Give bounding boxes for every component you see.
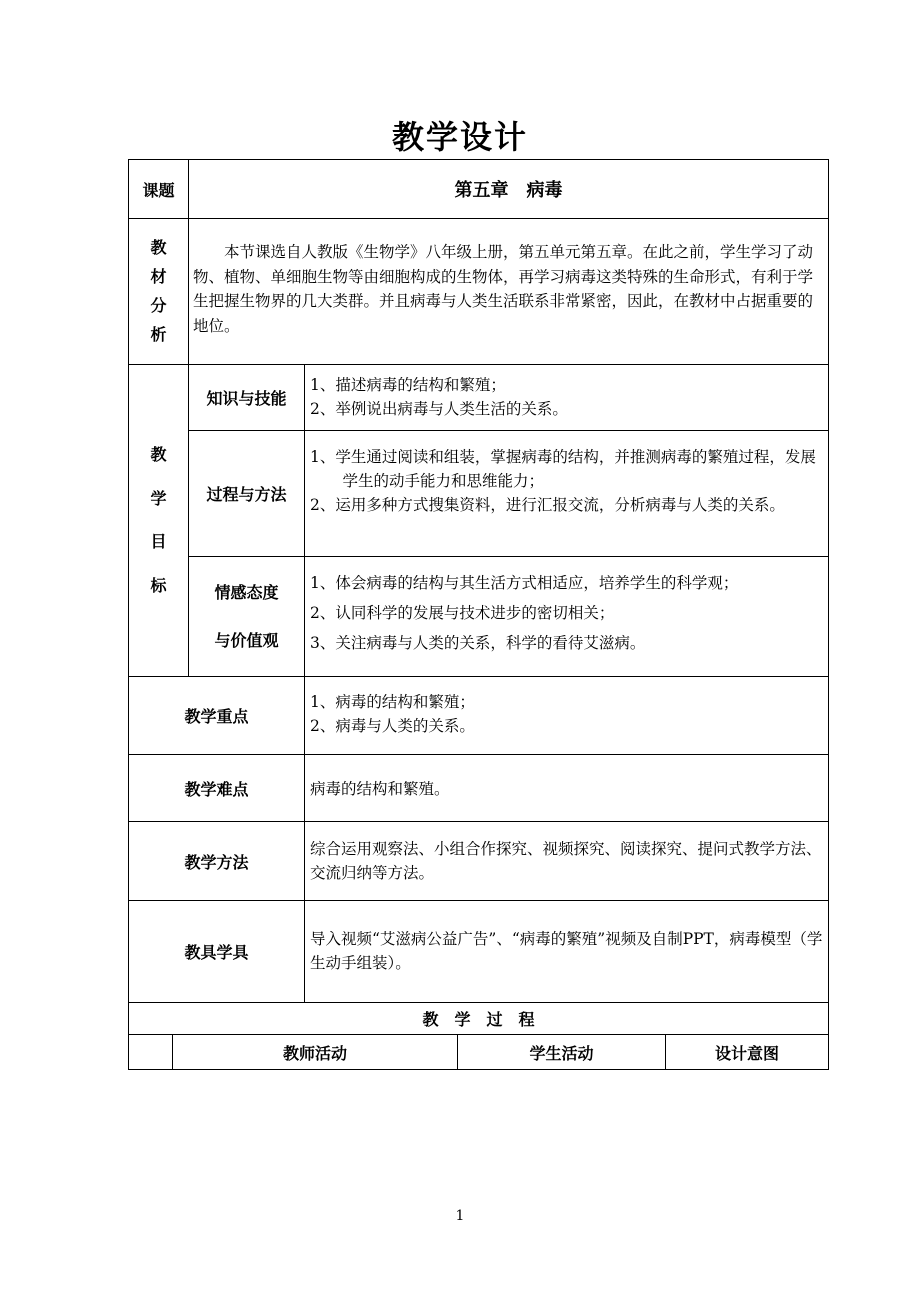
process-items: 1、学生通过阅读和组装，掌握病毒的结构，并推测病毒的繁殖过程，发展学生的动手能力和思维能力； 2、运用多种方式搜集资料，进行汇报交流，分析病毒与人类的关系。 [310, 448, 816, 514]
methods-label: 教学方法 [184, 852, 249, 872]
lesson-plan-table [128, 159, 829, 1070]
key-points-items: 1、病毒的结构和繁殖； 2、病毒与人类的关系。 [310, 693, 475, 735]
topic-label: 课题 [142, 180, 175, 200]
material-analysis-label: 教 材 分 析 [150, 238, 167, 344]
key-points-label: 教学重点 [184, 707, 249, 726]
tools-label: 教具学具 [184, 943, 249, 962]
knowledge-label: 知识与技能 [206, 389, 287, 408]
process-label: 过程与方法 [206, 485, 287, 504]
difficulties-label: 教学难点 [184, 779, 249, 799]
knowledge-items: 1、描述病毒的结构和繁殖； 2、举例说出病毒与人类生活的关系。 [310, 376, 568, 418]
design-intent-header: 设计意图 [714, 1043, 779, 1063]
student-activity-header: 学生活动 [529, 1043, 594, 1063]
topic-value: 第五章 病毒 [454, 180, 563, 201]
page-number: 1 [455, 1208, 465, 1224]
difficulties-text: 病毒的结构和繁殖。 [310, 780, 450, 798]
methods-text: 综合运用观察法、小组合作探究、视频探究、阅读探究、提问式教学方法、交流归纳等方法。 [310, 840, 822, 882]
teacher-activity-header: 教师活动 [282, 1043, 347, 1063]
objectives-label: 教 学 目 标 [150, 444, 167, 596]
process-section-heading: 教 学 过 程 [422, 1010, 535, 1029]
material-analysis-text: 本节课选自人教版《生物学》八年级上册，第五单元第五章。在此之前，学生学习了动物、植物、单细胞生物等由细胞构成的生物体，再学习病毒这类特殊的生命形式，有利于学生把握生物界的几大类群。并且病毒与人类生活联系非常紧密，因此，在教材中占据重要的地位。 [193, 243, 814, 335]
attitude-label: 情感态度 与价值观 [214, 582, 279, 650]
tools-text: 导入视频“艾滋病公益广告”、“病毒的繁殖”视频及自制PPT，病毒模型（学生动手组装）。 [310, 930, 823, 972]
page-title: 教学设计 [391, 118, 528, 156]
attitude-items: 1、体会病毒的结构与其生活方式相适应，培养学生的科学观； 2、认同科学的发展与技术进步的密切相关； 3、关注病毒与人类的关系，科学的看待艾滋病。 [310, 574, 739, 652]
